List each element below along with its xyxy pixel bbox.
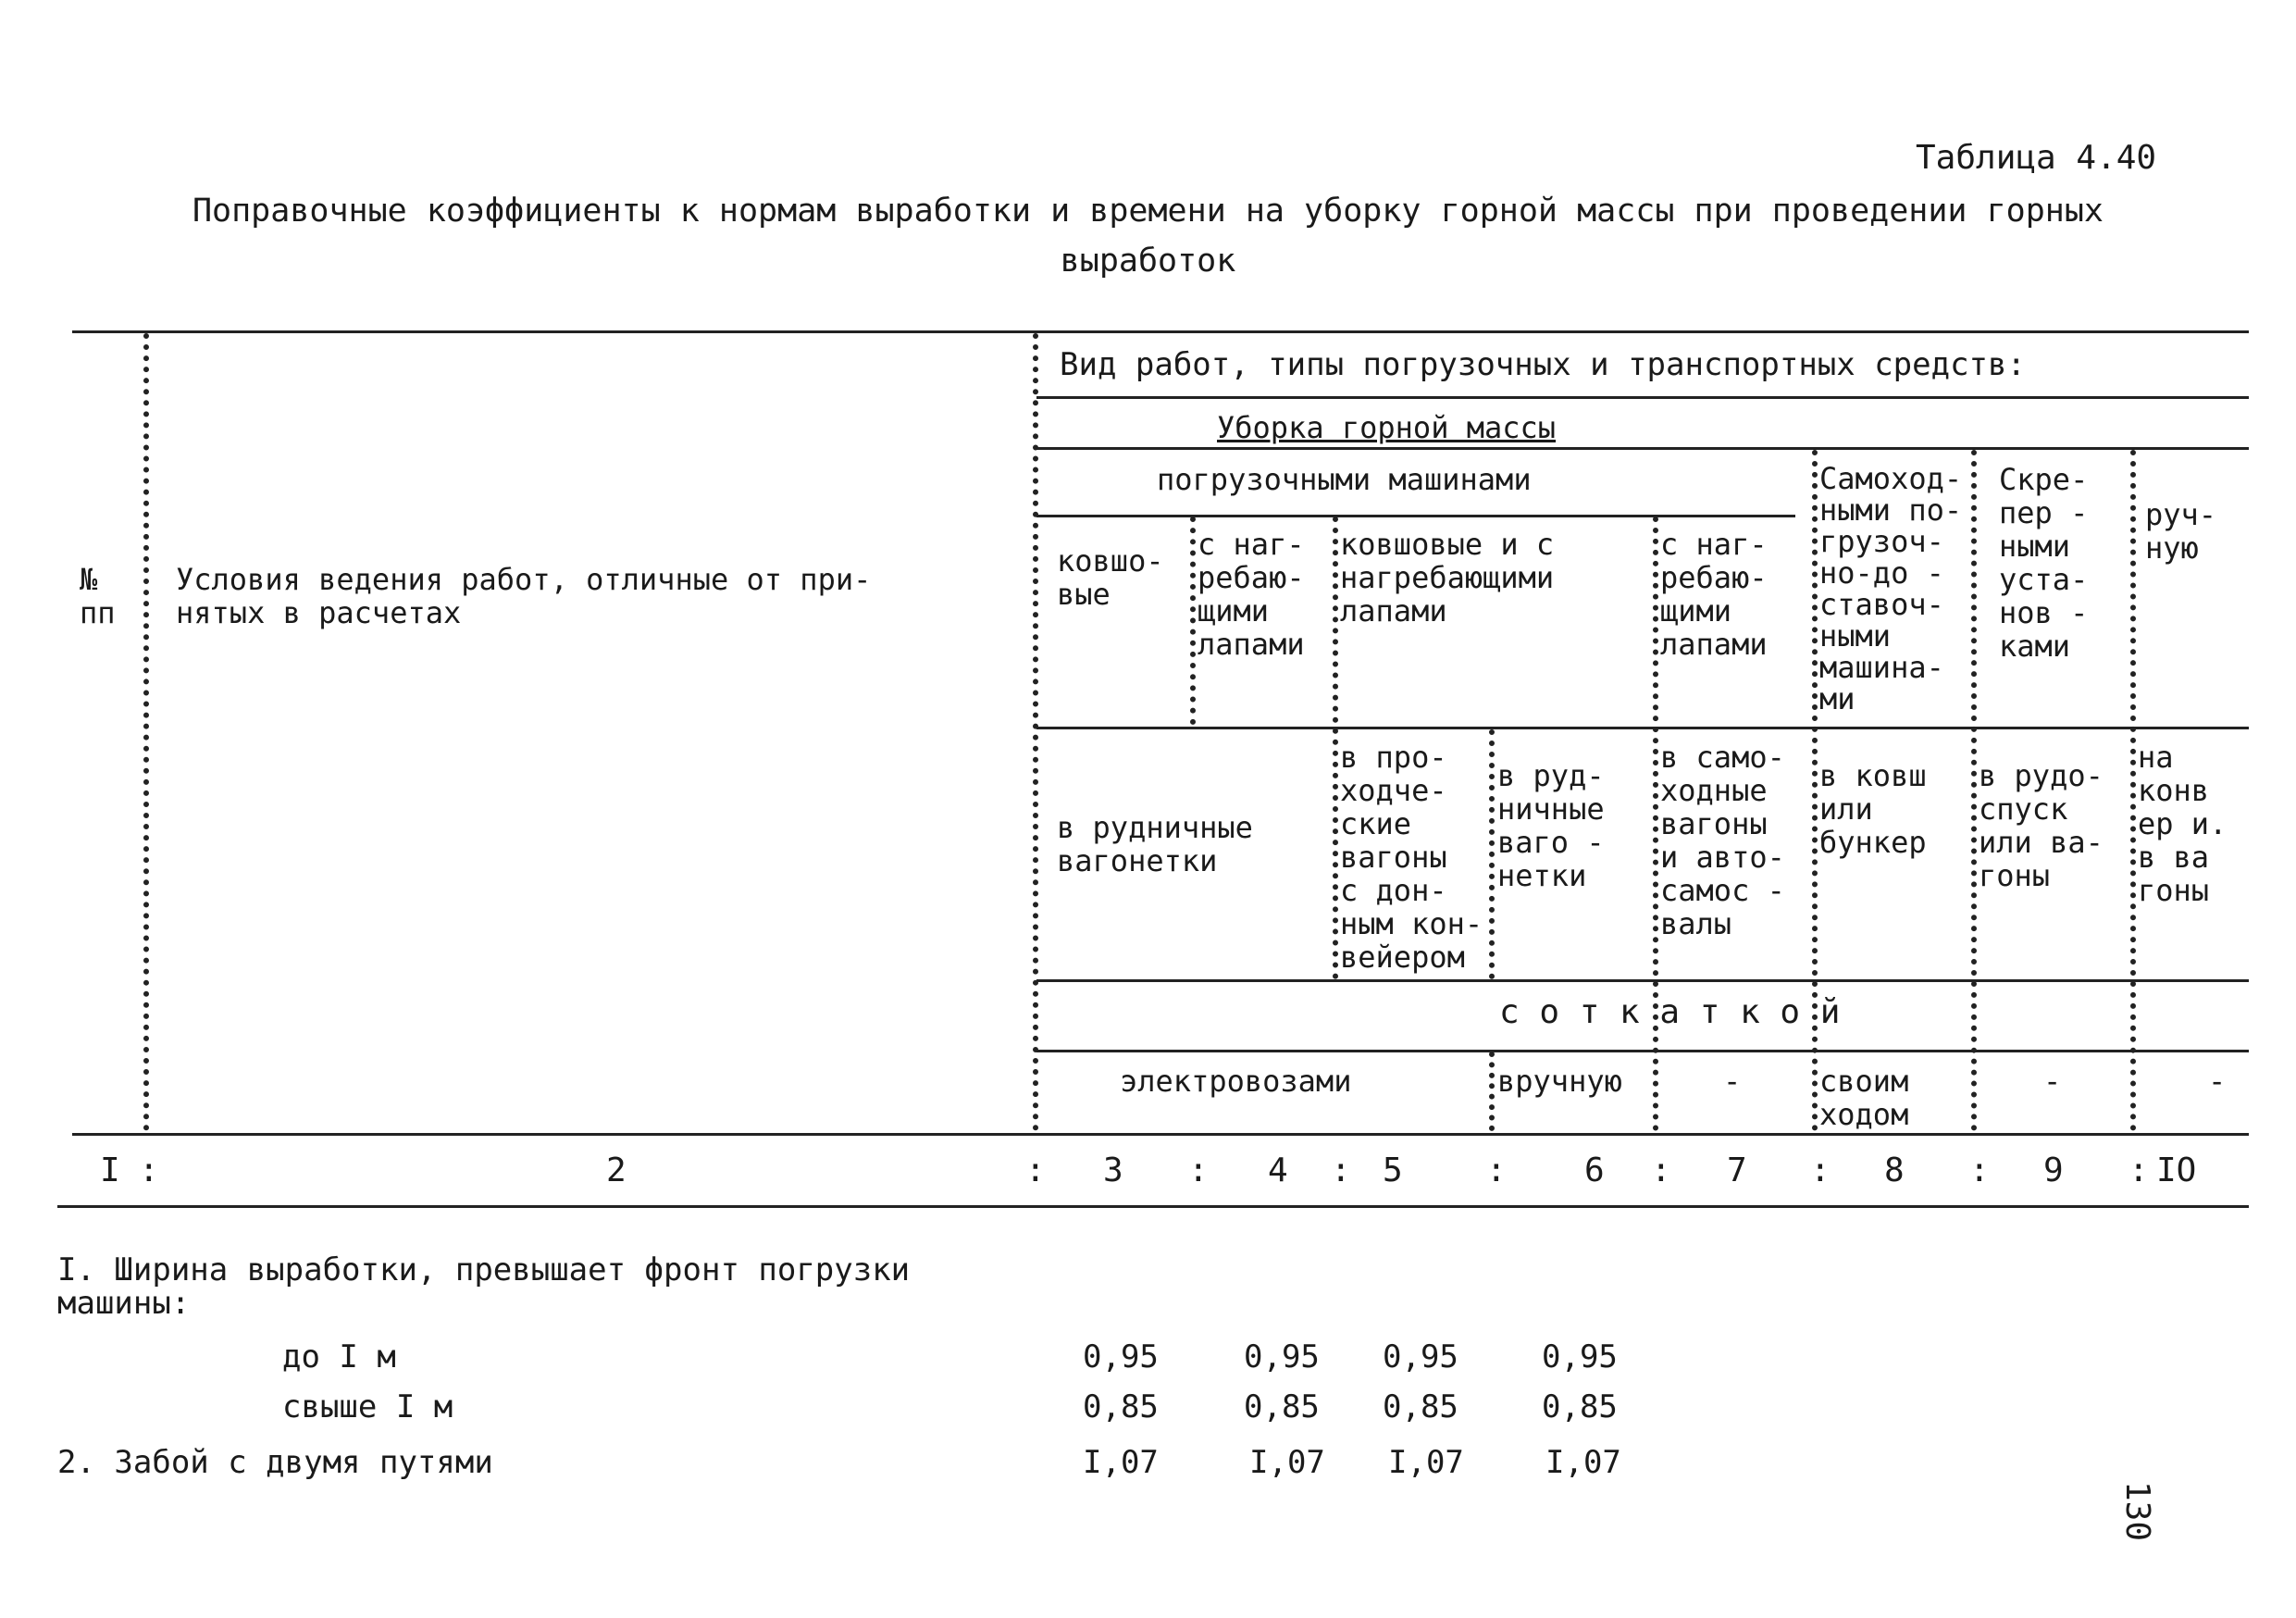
header-kovsh-nagreb: ковшовые и с нагребающими лапами: [1340, 527, 1555, 629]
row-1-label: I. Ширина выработки, превышает фронт погрузки машины:: [57, 1251, 911, 1322]
header-samohod: Самоход- ными по- грузоч- но-до - ставоч- ными машина- ми: [1819, 461, 1963, 716]
header-conditions: Условия ведения работ, отличные от при- нятых в расчетах: [176, 562, 872, 630]
col-number-rule: [57, 1205, 2249, 1208]
row-2-value-5: 0,95: [1383, 1338, 1458, 1375]
row-2-label: до I м: [282, 1338, 396, 1375]
row-3-value-6: 0,85: [1542, 1388, 1618, 1425]
dest-kovsh: в ковш или бункер: [1819, 758, 1927, 860]
transport-dash-9: -: [2043, 1064, 2062, 1099]
col-number-3: 3: [1103, 1151, 1123, 1189]
col-number-6: 6: [1584, 1151, 1605, 1189]
transport-svoim: своим ходом: [1819, 1064, 1909, 1132]
row-4-value-4: I,07: [1249, 1444, 1325, 1481]
table-top-rule: [72, 330, 2249, 333]
header-pogruz: погрузочными машинами: [1157, 462, 1532, 497]
col-number-9: 9: [2043, 1151, 2064, 1189]
header-uborka: Уборка горной массы: [1217, 410, 1557, 445]
dest-samohod: в само- ходные вагоны и авто- самос - валы: [1660, 740, 1785, 941]
header-otkatka: с о т к а т к о й: [1499, 993, 1841, 1031]
table-number: Таблица 4.40: [1916, 139, 2157, 177]
col-number-2: 2: [606, 1151, 627, 1189]
header-nagreb2: с наг- ребаю- щими лапами: [1660, 527, 1768, 662]
header-vruch: руч- ную: [2145, 497, 2217, 566]
row-4-value-5: I,07: [1388, 1444, 1464, 1481]
table-title-line2: выработок: [1060, 243, 1236, 280]
page-number: 130: [2118, 1481, 2156, 1542]
col-number-1: I: [100, 1151, 120, 1189]
row-4-label: 2. Забой с двумя путями: [57, 1444, 493, 1481]
dest-konv: на конв ер и. в ва гоны: [2138, 740, 2228, 908]
row-4-value-3: I,07: [1083, 1444, 1159, 1481]
header-vid-rabot: Вид работ, типы погрузочных и транспортных средств:: [1060, 346, 2026, 383]
col-number-5: 5: [1383, 1151, 1403, 1189]
row-2-value-4: 0,95: [1244, 1338, 1320, 1375]
header-kovsh: ковшо- вые: [1057, 543, 1164, 612]
dest-rudn: в рудничные вагонетки: [1057, 810, 1253, 878]
row-3-value-5: 0,85: [1383, 1388, 1458, 1425]
row-3-value-4: 0,85: [1244, 1388, 1320, 1425]
header-skreper: Скре- пер - ными уста- нов - ками: [1999, 462, 2089, 664]
col-number-7: 7: [1727, 1151, 1747, 1189]
dest-rudospusk: в рудо- спуск или ва- гоны: [1979, 758, 2104, 893]
transport-elektrovoz: электровозами: [1120, 1064, 1352, 1099]
row-4-value-6: I,07: [1545, 1444, 1621, 1481]
col-number-10: IO: [2156, 1151, 2197, 1189]
row-2-value-6: 0,95: [1542, 1338, 1618, 1375]
dest-rudn-6: в руд- ничные ваго - нетки: [1497, 758, 1605, 893]
header-nagreb1: с наг- ребаю- щими лапами: [1198, 527, 1305, 662]
row-3-value-3: 0,85: [1083, 1388, 1159, 1425]
col-number-4: 4: [1268, 1151, 1288, 1189]
transport-dash-10: -: [2208, 1064, 2227, 1099]
transport-vruchnuyu: вручную: [1497, 1064, 1622, 1099]
transport-dash-7: -: [1723, 1064, 1742, 1099]
header-no: № пп: [80, 562, 116, 630]
row-2-value-3: 0,95: [1083, 1338, 1159, 1375]
dest-prohod: в про- ходче- ские вагоны с дон- ным кон- вейером: [1340, 740, 1483, 975]
col-number-8: 8: [1884, 1151, 1905, 1189]
row-3-label: свыше I м: [282, 1388, 453, 1425]
table-title-line1: Поправочные коэффициенты к нормам выработки и времени на уборку горной массы при проведении горных: [192, 193, 2104, 230]
header-bottom-rule: [72, 1133, 2249, 1136]
